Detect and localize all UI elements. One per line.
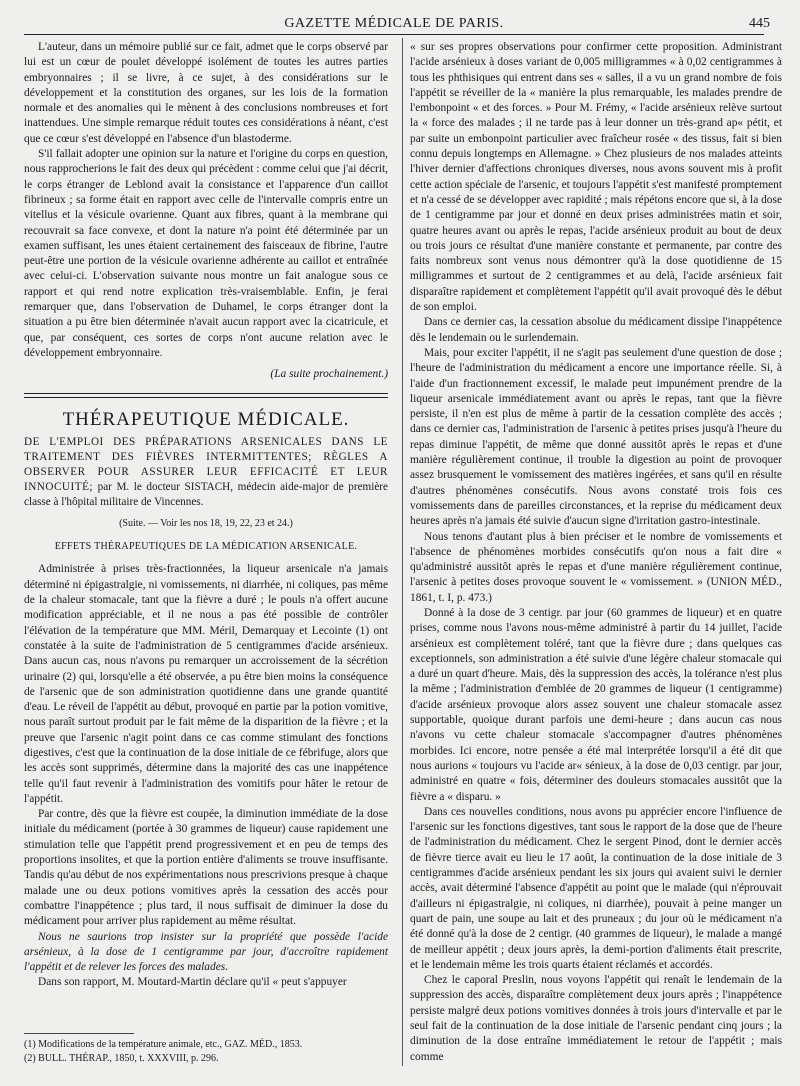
left-column <box>24 40 388 991</box>
article-title <box>24 435 388 510</box>
paragraph: Nous tenons d'autant plus à bien préciser et le nombre de vomissements et l'absence de phénomènes morbides consécutifs qu'on nous a fait dire « qu'administré aussitôt après le repas et d'une manière régulièrement continue, l'arsenic à petites doses provoque souvent le « vomissement. » (UNION MÉD., 1861, t. I, p. 473.) <box>410 530 782 604</box>
paragraph: Par contre, dès que la fièvre est coupée, la diminution immédiate de la dose initiale du médicament (portée à 30 grammes de liqueur) cause rapidement une stimulation telle que l'appétit prend progressivement et en peu de temps des proportions insolites, et que la portion entière d'aliments se trouve insuffisante. Tandis qu'au début de nos expérimentations nous prescrivions presque à chaque malade une ou deux potions vomitives après la cessation des accès pour combattre l'inappétence ; plus tard, il nous suffisait de diminuer la dose du médicament pour arriver plus rapidement au même résultat. <box>24 808 388 928</box>
article-author: par M. le docteur SISTACH, médecin aide-major de première classe à l'hôpital militaire de Vincennes. <box>24 480 388 508</box>
right-column <box>410 40 782 1065</box>
footnote-rule <box>24 1033 134 1034</box>
footnote: (1) Modifications de la température animale, etc., GAZ. MÉD., 1853. <box>24 1039 303 1050</box>
subheading: EFFETS THÉRAPEUTIQUES DE LA MÉDICATION ARSENICALE. <box>54 541 358 553</box>
page-header <box>24 12 770 35</box>
paragraph: Dans ce dernier cas, la cessation absolue du médicament dissipe l'inappétence dès le lendemain ou le surlendemain. <box>410 316 782 344</box>
paragraph: L'auteur, dans un mémoire publié sur ce fait, admet que le corps observé par lui est un cœur de poulet développé isolément de toutes les autres parties embryonnaires ; il se livre, à ce sujet, à des considérations sur le développement et la constitution des organes, sur les lois de la formation normale et des anomalies qui le mènent à des conclusions nombreuses et fort inattendues. Une simple remarque réduit toutes ces considérations à néant, c'est que ce cœur s'est développé en l'absence d'un blastoderme. <box>24 41 388 145</box>
paragraph-italic: Nous ne saurions trop insister sur la propriété que possède l'acide arsénieux, à la dose de 1 centigramme par jour, d'accroître rapidement l'appétit et de relever les forces des malades. <box>24 930 388 974</box>
section-heading: THÉRAPEUTIQUE MÉDICALE. <box>62 408 350 430</box>
paragraph: Dans ces nouvelles conditions, nous avons pu apprécier encore l'influence de l'arsenic sur les fonctions digestives, tant sous le rapport de la dose que de l'heure de l'administration du médicament. Chez le sergent Pinod, dont le dernier accès de fièvre tierce avait eu lieu le 17 août, la continuation de la dose initiale de 3 centigrammes d'acide arsénieux pendant les six jours qui avaient suivi le dernier accès, avait déterminé l'absence d'appétit au point que le malade (qui n'éprouvait d'ailleurs ni épigastralgie, ni coliques, ni diarrhée), pouvait à peine manger un quart de pain, une soupe au lait et des pruneaux ; du jour où le médicament n'a été donné qu'à la dose de 2 centigr. (40 grammes de liqueur), le malade a mangé de meilleur appétit ; deux jours après, la demi-portion d'aliments était prescrite, et le lendemain même les trois quarts étaient réclamés et accordés. <box>410 805 782 971</box>
paragraph: Administrée à prises très-fractionnées, la liqueur arsenicale n'a jamais déterminé ni épigastralgie, ni vomissements, ni diarrhée, ni coliques, pas même de la chaleur stomacale, tant que la fièvre a duré ; le pouls n'a offert aucune modification appréciable, et il ne nous a pas été possible de contrôler l'élévation de la température que MM. Méril, Demarquay et Lecointe (1) ont constatée à la suite de l'administration de 5 centigrammes d'acide arsénieux. Dans aucun cas, nous n'avons pu remarquer un accroissement de la sécrétion urinaire (2) qui, lorsqu'elle a été observée, a pu être bien moins la conséquence de l'arsenic que de son administration quotidienne dans une grande quantité d'eau. Le réveil de l'appétit au début, provoqué en partie par la potion vomitive, nous paraît surtout produit par le fait même de la disparition de la fièvre ; et la preuve que l'arsenic n'agit point dans ce cas comme stimulant des fonctions digestives, c'est que la continuation de la dose initiale de ce fébrifuge, alors que les accès sont supprimés, détermine dans la majorité des cas une inappétence telle qu'il faut revenir à l'administration des vomitifs pour hâter le retour de l'appétit. <box>24 563 388 805</box>
article-title-caps: DE L'EMPLOI DES PRÉPARATIONS ARSENICALES DANS LE TRAITEMENT DES FIÈVRES INTERMITTENTES; RÈGLES A OBSERVER POUR ASSURER LEUR EFFICACITÉ ET LEUR INNOCUITÉ; <box>24 435 388 493</box>
paragraph: Mais, pour exciter l'appétit, il ne s'agit pas seulement d'une question de dose ; l'heure de l'administration du médicament a encore une importance réelle. Si, à l'aide d'un fractionnement excessif, le malade peut impunément prendre de la liqueur arsenicale immédiatement avant ou après le repas, tant que la fièvre persiste, il n'en est plus de même à partir de la cessation complète des accès ; dans ce dernier cas, l'administration de l'arsenic à petites prises jusqu'à l'heure du repas diminue l'appétit, de même que donné aussitôt après le repas et d'une manière régulièrement continue, il trouble la digestion au point de provoquer assez brusquement le vomissement des matières ingérées, et sans qu'il en résulte d'autres phénomènes consécutifs. Nous avons constaté trois fois ces vomissements dans de pareilles circonstances, et la reprise du médicament deux heures après n'a jamais été suivie d'aucun signe d'irritation gastro-intestinale. <box>410 346 782 528</box>
continuation-signoff: (La suite prochainement.) <box>270 368 388 381</box>
paragraph: Donné à la dose de 3 centigr. par jour (60 grammes de liqueur) et en quatre prises, comme nous l'avons nous-même administré à partir du 14 juillet, l'acide arsénieux est complètement toléré, tant que la fièvre dure ; dans quelques cas exceptionnels, son administration a été suivie d'une légère chaleur stomacale qui a duré un quart d'heure. Mais, dès la suppression des accès, la tolérance n'est plus la même ; l'administration d'emblée de 20 grammes de liqueur (1 centigramme) d'acide arsénieux provoque alors assez souvent une chaleur stomacale assez supportable, quoique durant parfois une demi-heure ; dans aucun cas nous n'avons vu cette chaleur stomacale s'accompagner d'autres phénomènes morbides. Ici encore, notre pensée a été mal interprétée lorsqu'il a été dit que nous aurions « toujours vu l'acide ar« sénieux, à la dose de 0,03 centigr. par jour, administré en quatre « fois, déterminer des douleurs stomacales aussitôt que la fièvre a « disparu. » <box>410 606 782 803</box>
paragraph: Dans son rapport, M. Moutard-Martin déclare qu'il « peut s'appuyer <box>38 976 347 989</box>
paragraph: Chez le caporal Preslin, nous voyons l'appétit qui renaît le lendemain de la suppression des accès, disparaître complètement deux jours après ; l'inappétence persiste malgré deux potions vomitives données à trois jours d'intervalle et par le seul fait de la continuation de la dose initiale de l'arsenic pendant cinq jours ; la diminution de la dose entraîne immédiatement le retour de l'appétit ; mais comme <box>410 974 782 1063</box>
continuation-note: (Suite. — Voir les nos 18, 19, 22, 23 et 24.) <box>119 517 293 529</box>
page-number: 445 <box>749 16 770 31</box>
paragraph: « sur ses propres observations pour confirmer cette proposition. Administrant l'acide arsénieux à doses variant de 0,005 milligrammes « à 0,02 centigrammes à tous les phthisiques qui entrent dans ses « salles, il a vu un grand nombre de fois l'appétit se réveiller de la « manière la plus remarquable, les malades prendre de l'embonpoint « et des forces. » Pour M. Frémy, « l'acide arsénieux relève surtout la « force des malades ; il ne tarde pas à leur donner un très-grand ap« pétit, et par suite un embonpoint particulier avec fraîcheur rosée « des tissus, fait si bien connu depuis longtemps en Allemagne. » Chez plusieurs de nos malades atteints l'hiver dernier d'affections chroniques diverses, nous avons souvent mis à profit cette action spéciale de l'arsenic, et toujours l'appétit s'est manifesté promptement et n'a cessé de se développer avec rapidité ; mais répétons encore que si, à la dose de 1 centigramme par jour et donné en deux prises administrées matin et soir, quatre heures avant ou après le repas, l'acide arsénieux produit au bout de deux ou trois jours ce résultat d'une manière constante et permanente, par contre des faits nombreux sont venus nous démontrer qu'à la dose quotidienne de 15 milligrammes et surtout de 2 centigrammes et au delà, l'acide arsénieux fait disparaître rapidement et complètement l'appétit qu'il avait provoqué dès le début de son emploi. <box>410 41 782 314</box>
column-divider <box>402 38 403 1066</box>
footnotes <box>24 1038 388 1066</box>
running-title: GAZETTE MÉDICALE DE PARIS. <box>284 16 504 31</box>
paragraph: S'il fallait adopter une opinion sur la nature et l'origine du corps en question, nous rapprocherions le fait des deux qui précèdent : comme celui que j'ai décrit, le corps étranger de Leblond avait la consistance et l'apparence d'un caillot fibrineux ; sa forme était en rapport avec celle de l'intervalle compris entre un vitellus et la vésicule ovarienne. Quant aux fibres, quant à la membrane qui recouvrait sa face convexe, et dont la nature n'a point été déterminée par un examen suffisant, les unes étaient certainement des faisceaux de fibrine, l'autre peut-être une portion de la vésicule ovarienne adhérente au caillot et entraînée avec celui-ci. L'observation suivante nous montre un fait analogue sous ce rapport et qui rend notre explication très-vraisemblable. Enfin, je ferai remarquer que, dans l'observation de Duhamel, le corps étranger dont la situation a pu être bien déterminée n'avait aucun rapport avec la cicatricule, et que, par conséquent, ces sortes de corps n'ont aucune relation avec le développement embryonnaire. <box>24 148 388 359</box>
section-divider <box>24 393 388 398</box>
footnote: (2) BULL. THÉRAP., 1850, t. XXXVIII, p. 296. <box>24 1053 219 1064</box>
